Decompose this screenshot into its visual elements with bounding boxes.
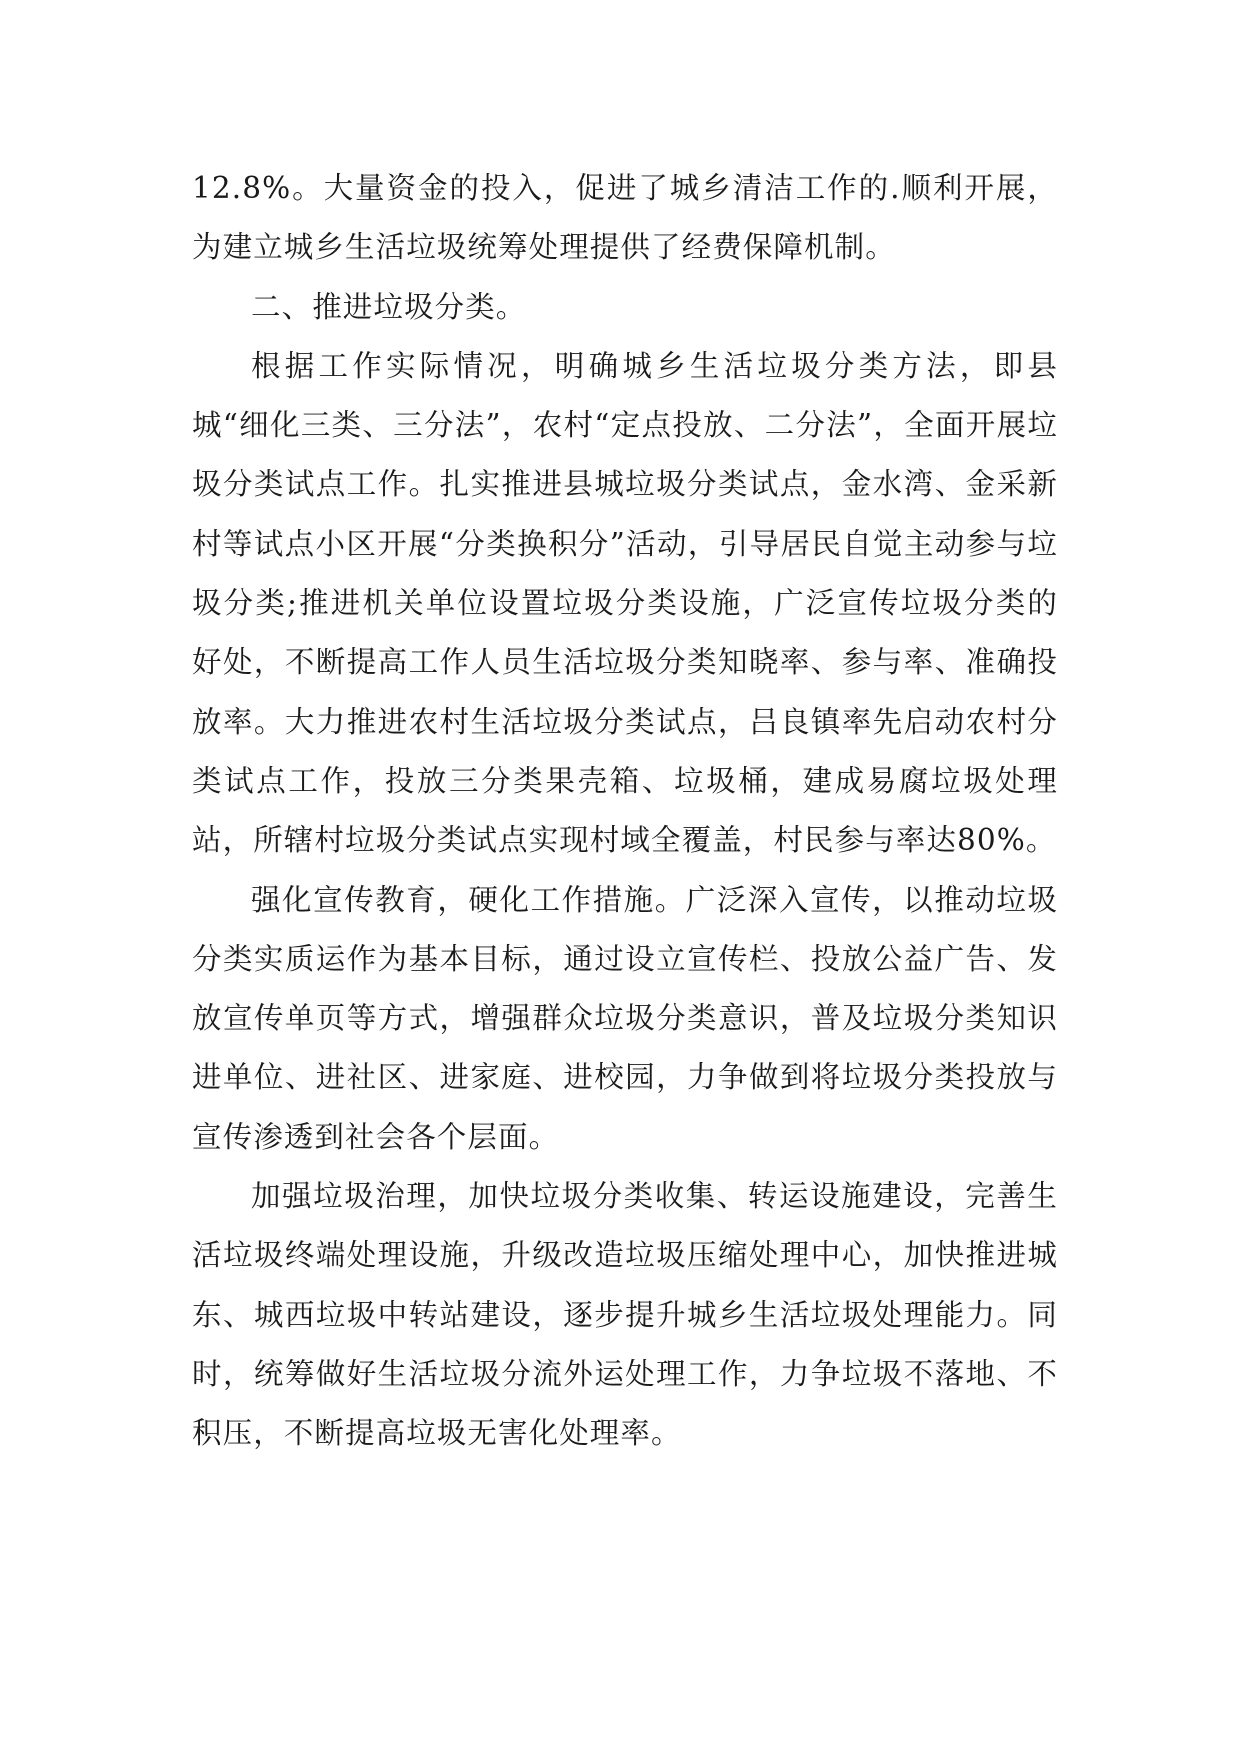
section-heading: 二、推进垃圾分类。 — [251, 289, 527, 324]
paragraph-continuation: 12.8%。大量资金的投入，促进了城乡清洁工作的.顺利开展，为建立城乡生活垃圾统筹处理提供了经费保障机制。 — [192, 171, 1058, 265]
document-body — [192, 159, 1058, 1464]
paragraph-classification-method: 根据工作实际情况，明确城乡生活垃圾分类方法，即县城“细化三类、三分法”，农村“定点投放、二分法”，全面开展垃圾分类试点工作。扎实推进县城垃圾分类试点，金水湾、金采新村等试点小区开展“分类换积分”活动，引导居民自觉主动参与垃圾分类;推进机关单位设置垃圾分类设施，广泛宣传垃圾分类的好处，不断提高工作人员生活垃圾分类知晓率、参与率、准确投放率。大力推进农村生活垃圾分类试点，吕良镇率先启动农村分类试点工作，投放三分类果壳箱、垃圾桶，建成易腐垃圾处理站，所辖村垃圾分类试点实现村域全覆盖，村民参与率达80%。 — [192, 348, 1058, 858]
paragraph-publicity-education: 强化宣传教育，硬化工作措施。广泛深入宣传，以推动垃圾分类实质运作为基本目标，通过设立宣传栏、投放公益广告、发放宣传单页等方式，增强群众垃圾分类意识，普及垃圾分类知识进单位、进社区、进家庭、进校园，力争做到将垃圾分类投放与宣传渗透到社会各个层面。 — [192, 882, 1058, 1154]
paragraph-garbage-treatment: 加强垃圾治理，加快垃圾分类收集、转运设施建设，完善生活垃圾终端处理设施，升级改造垃圾压缩处理中心，加快推进城东、城西垃圾中转站建设，逐步提升城乡生活垃圾处理能力。同时，统筹做好生活垃圾分流外运处理工作，力争垃圾不落地、不积压，不断提高垃圾无害化处理率。 — [192, 1179, 1058, 1451]
